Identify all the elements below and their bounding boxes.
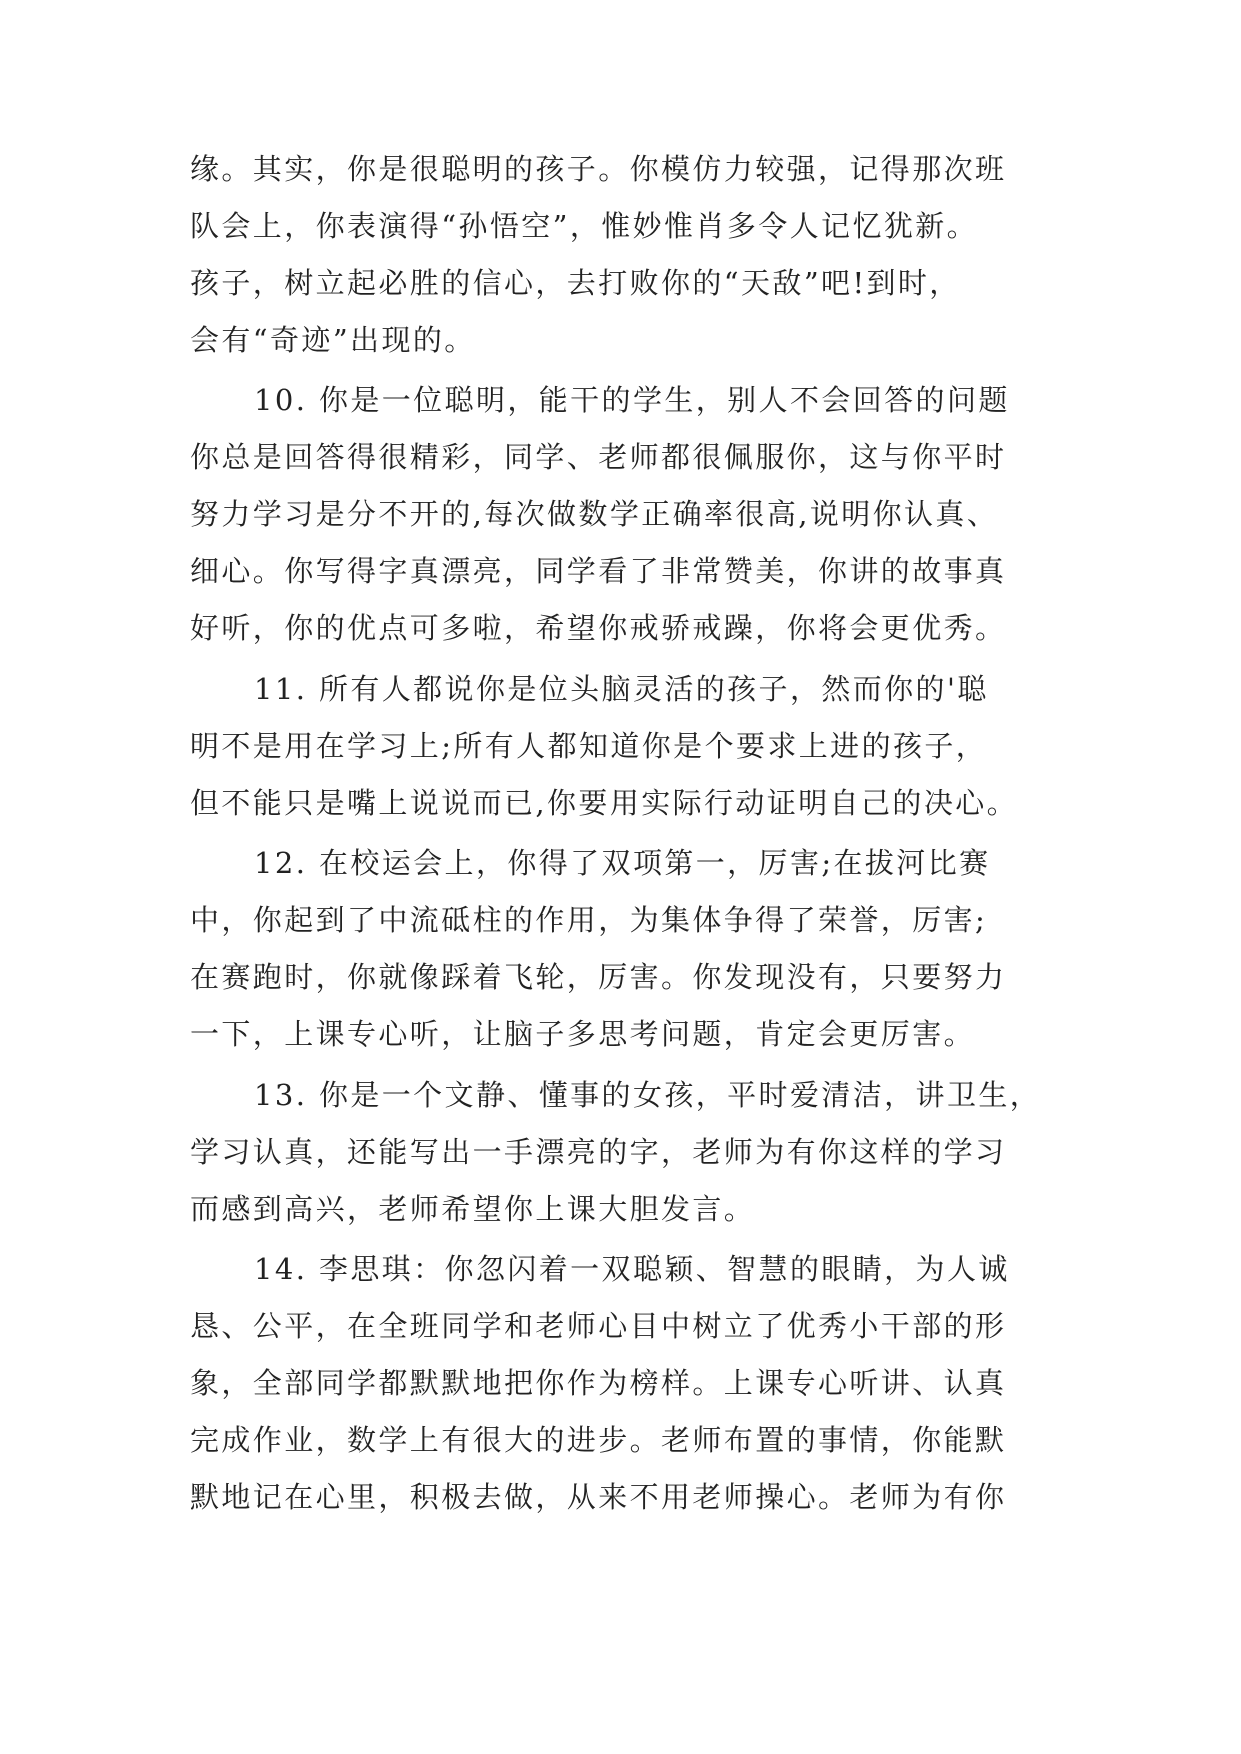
text-line: 恳、公平，在全班同学和老师心目中树立了优秀小干部的形: [190, 1309, 1007, 1343]
text-line: 默地记在心里，积极去做，从来不用老师操心。老师为有你: [190, 1480, 1007, 1514]
text-line: 你总是回答得很精彩，同学、老师都很佩服你，这与你平时: [190, 440, 1007, 474]
paragraph-10-first-line: 10. 你是一位聪明，能干的学生，别人不会回答的问题: [254, 383, 1010, 417]
paragraph-14-first-line: 14. 李思琪：你忽闪着一双聪颖、智慧的眼睛，为人诚: [254, 1252, 1010, 1286]
text-line: 细心。你写得字真漂亮，同学看了非常赞美，你讲的故事真: [190, 554, 1007, 588]
text-line: 队会上，你表演得“孙悟空”，惟妙惟肖多令人记忆犹新。: [190, 209, 979, 243]
text-line: 但不能只是嘴上说说而已,你要用实际行动证明自己的决心。: [190, 786, 1019, 820]
text-line: 一下，上课专心听，让脑子多思考问题，肯定会更厉害。: [190, 1017, 976, 1051]
text-line: 好听，你的优点可多啦，希望你戒骄戒躁，你将会更优秀。: [190, 611, 1007, 645]
text-line: 而感到高兴，老师希望你上课大胆发言。: [190, 1192, 756, 1226]
text-line: 缘。其实，你是很聪明的孩子。你模仿力较强，记得那次班: [190, 152, 1007, 186]
text-line: 学习认真，还能写出一手漂亮的字，老师为有你这样的学习: [190, 1135, 1007, 1169]
paragraph-11-first-line: 11. 所有人都说你是位头脑灵活的孩子，然而你的'聪: [254, 672, 989, 706]
text-line: 会有“奇迹”出现的。: [190, 323, 476, 357]
text-line: 努力学习是分不开的,每次做数学正确率很高,说明你认真、: [190, 497, 999, 531]
paragraph-12-first-line: 12. 在校运会上，你得了双项第一，厉害;在拔河比赛: [254, 846, 991, 880]
text-line: 明不是用在学习上;所有人都知道你是个要求上进的孩子，: [190, 729, 988, 763]
text-line: 孩子，树立起必胜的信心，去打败你的“天敌”吧!到时，: [190, 266, 961, 300]
text-line: 完成作业，数学上有很大的进步。老师布置的事情，你能默: [190, 1423, 1007, 1457]
text-line: 象，全部同学都默默地把你作为榜样。上课专心听讲、认真: [190, 1366, 1007, 1400]
text-line: 中，你起到了中流砥柱的作用，为集体争得了荣誉，厉害;: [190, 903, 988, 937]
text-line: 在赛跑时，你就像踩着飞轮，厉害。你发现没有，只要努力: [190, 960, 1007, 994]
paragraph-13-first-line: 13. 你是一个文静、懂事的女孩，平时爱清洁，讲卫生，: [254, 1078, 1042, 1112]
